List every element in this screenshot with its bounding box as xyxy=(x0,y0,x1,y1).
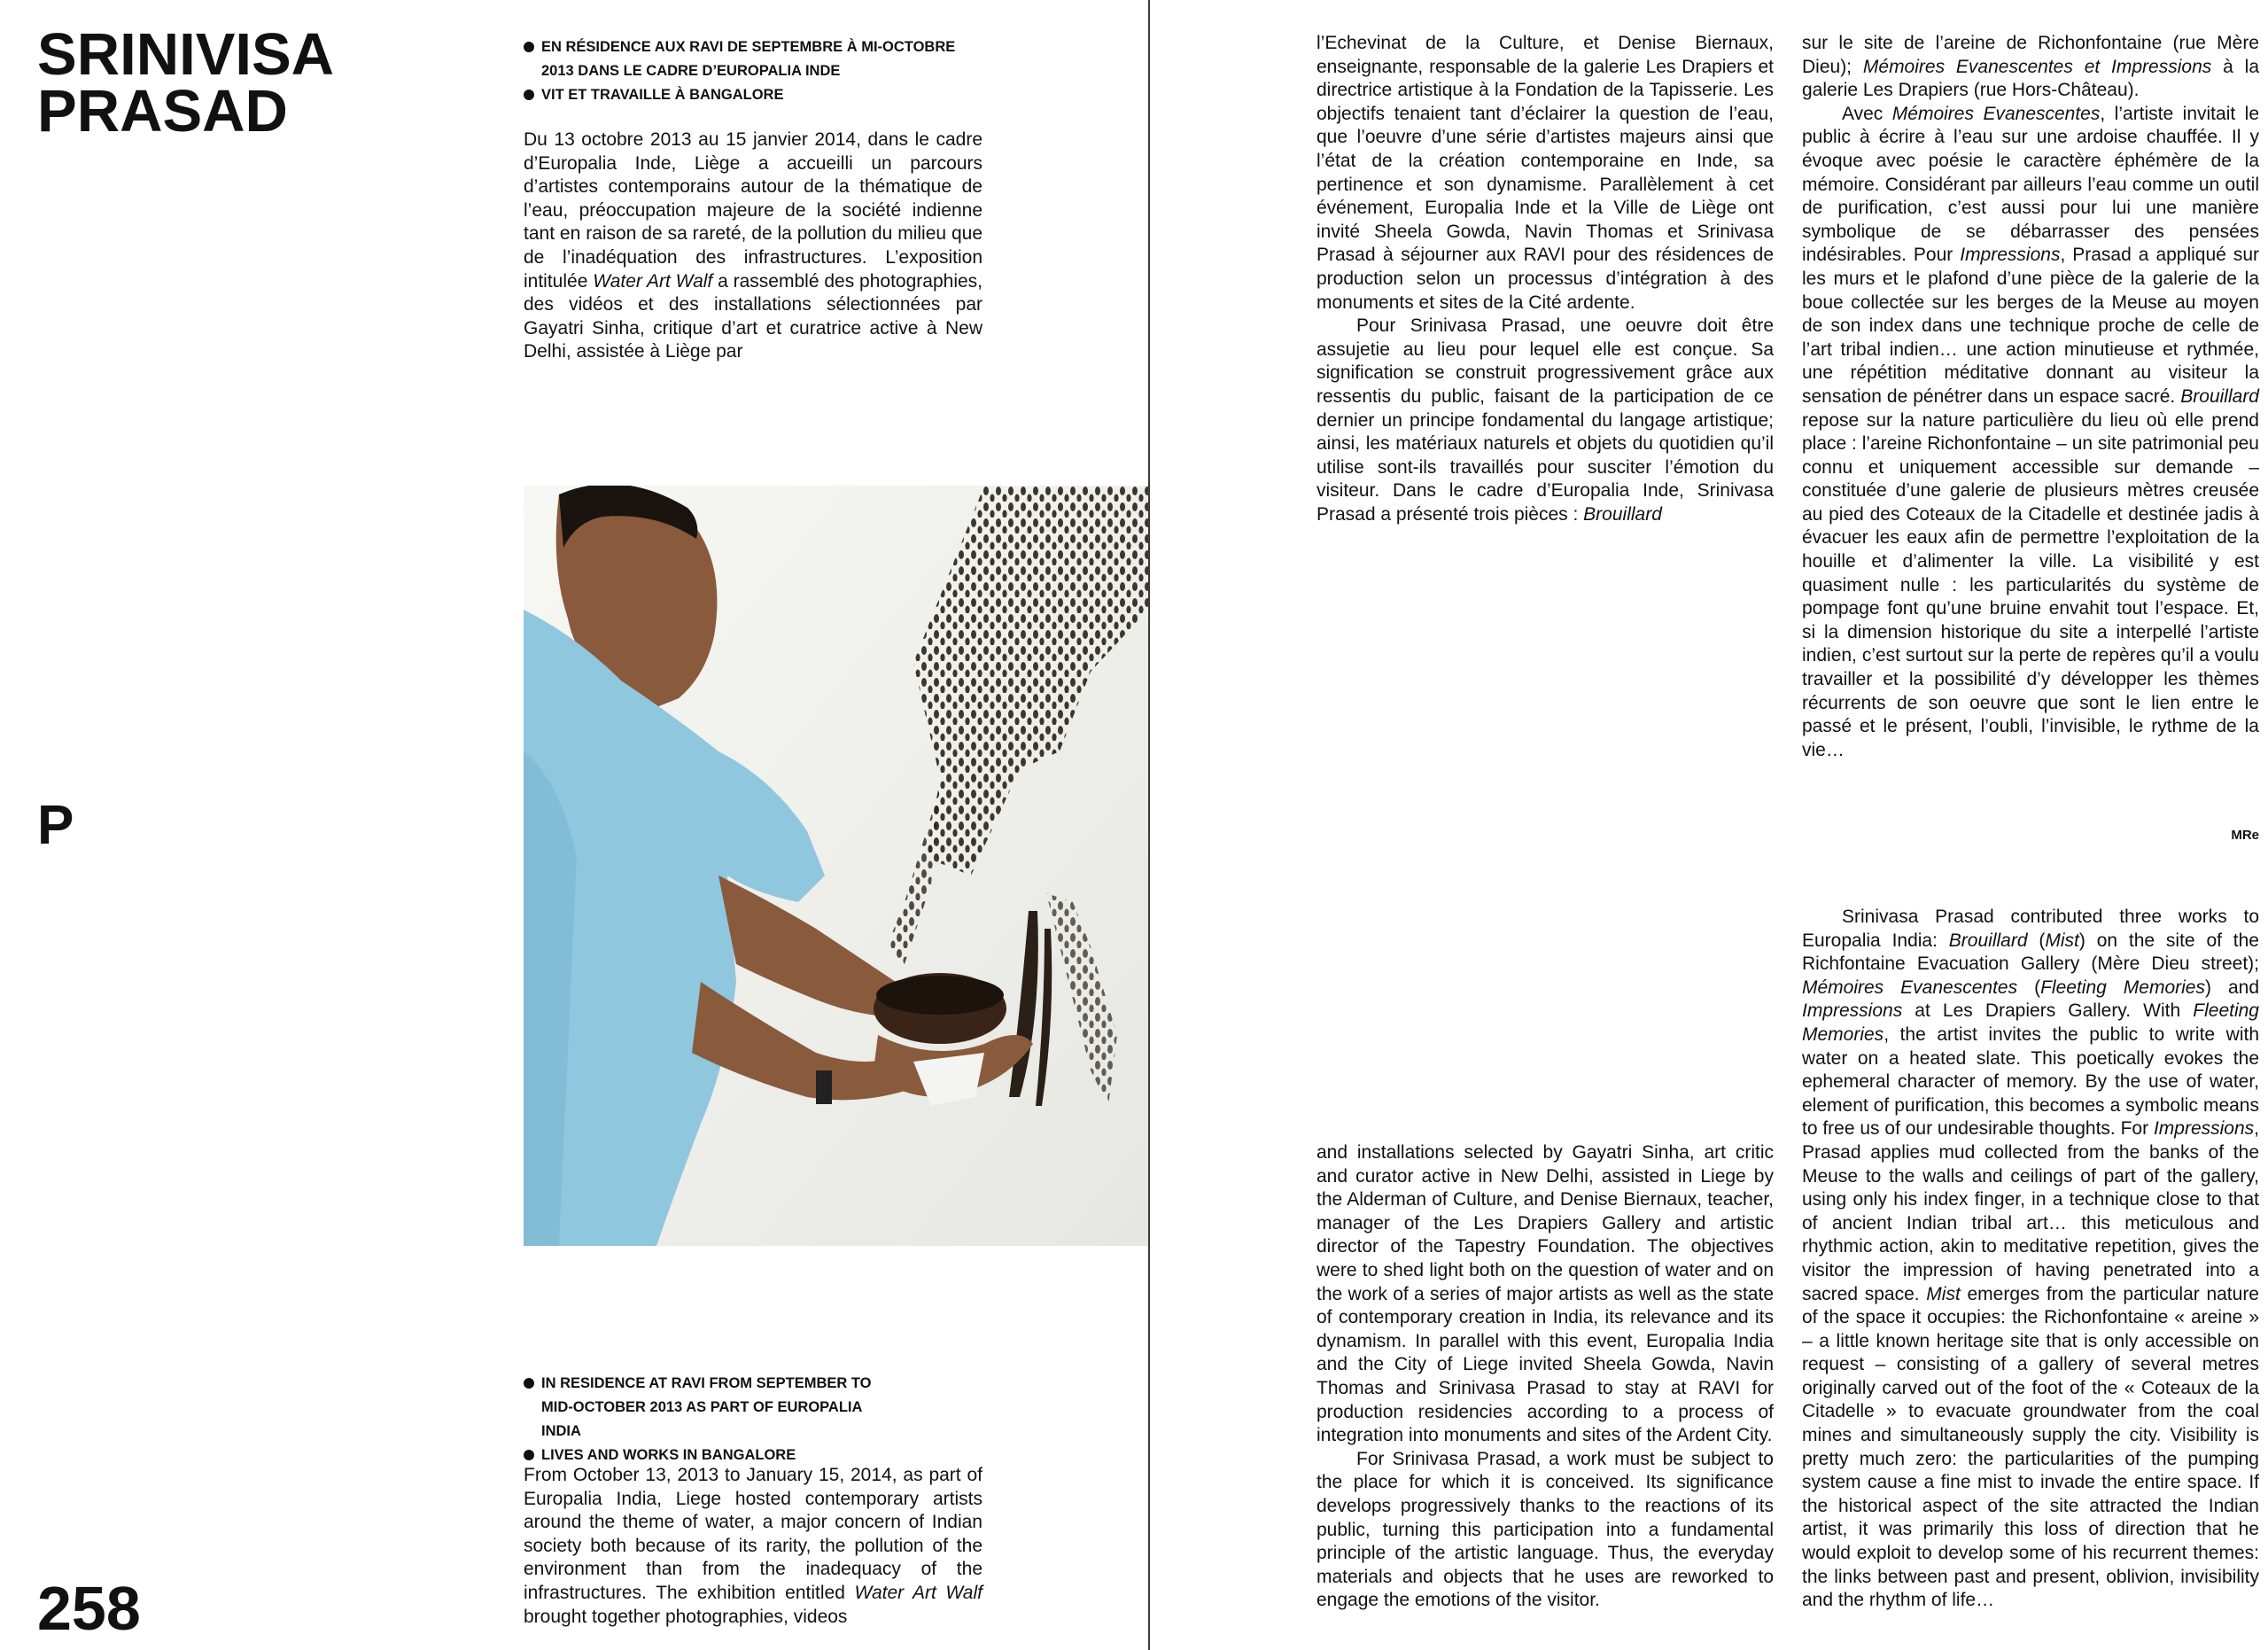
artist-painting-wall-photo xyxy=(524,486,1148,1246)
bullet-icon xyxy=(524,42,534,52)
bullet-icon xyxy=(524,90,534,100)
bio-item: VIT ET TRAVAILLE À BANGALORE xyxy=(524,83,984,107)
bio-item: EN RÉSIDENCE AUX RAVI DE SEPTEMBRE À MI-OCTOBRE 2013 DANS LE CADRE D’EUROPALIA INDE xyxy=(524,35,984,83)
bio-fr xyxy=(524,35,984,107)
bio-en xyxy=(524,1372,905,1467)
bullet-icon xyxy=(524,1378,534,1389)
artist-name xyxy=(37,21,335,144)
artist-name-line1: SRINIVISA xyxy=(37,21,335,88)
artist-photo xyxy=(524,486,1148,1246)
author-signature: MRe xyxy=(2231,828,2259,844)
artist-name-line2: PRASAD xyxy=(37,78,288,144)
bio-item: LIVES AND WORKS IN BANGALORE xyxy=(524,1444,905,1467)
spread-divider xyxy=(1148,0,1150,1650)
alphabet-letter-tab: P xyxy=(37,795,74,856)
bio-item: IN RESIDENCE AT RAVI FROM SEPTEMBER TO MID-OCTOBER 2013 AS PART OF EUROPALIA INDIA xyxy=(524,1372,905,1444)
bullet-icon xyxy=(524,1450,534,1460)
text-en-col1: From October 13, 2013 to January 15, 2014, as part of Europalia India, Liege hosted contemporary artists around the theme of water, a major concern of Indian society both because of its rarity, the pollution of the environment than from the inadequacy of the infrastructures. The exhibition entitled Water Art Walf brought together photographies, videos xyxy=(524,1465,983,1627)
text-fr-col3: sur le site de l’areine de Richonfontaine (rue Mère Dieu); Mémoires Evanescentes et Impressions à la galerie Les Drapiers (rue Hors-Château). Avec Mémoires Evanescentes, l’artiste invitait le public à écrire à l’eau sur une ardoise chauffée. Il y évoque avec poésie le caractère éphémère de la mémoire. Considérant par ailleurs l’eau comme un outil de purification, c’est aussi pour lui une manière symbolique de se débarrasser des pensées indésirables. Pour Impressions, Prasad a appliqué sur les murs et le plafond d’une pièce de la galerie de la boue collectée sur les berges de la Meuse au moyen de son index dans une technique proche de celle de l’art tribal indien… une action minutieuse et rythmée, une répétition méditative donnant au visiteur la sensation de pénétrer dans un espace sacré. Brouillard repose sur la nature particulière du lieu où elle prend place : l’areine Richonfontaine – un site patrimonial peu connu et uniquement accessible sur demande – constituée d’une galerie de plusieurs mètres creusée au pied des Coteaux de la Citadelle et destinée jadis à évacuer les eaux afin de permettre l’exploitation de la houille et d’alimenter la ville. La visibilité y est quasiment nulle : les particularités du système de pompage font qu’une bruine envahit tout l’espace. Et, si la dimension historique du site a interpellé l’artiste indien, c’est surtout sur la perte de repères qu’il a voulu travailler et la possibilité d’y développer les thèmes récurrents de son oeuvre que sont le lien entre le passé et le présent, l’oubli, l’invisible, le rythme de la vie… MRe xyxy=(1802,32,2259,848)
text-fr-col2: l’Echevinat de la Culture, et Denise Biernaux, enseignante, responsable de la galerie Les Drapiers et directrice artistique à la Fondation de la Tapisserie. Les objectifs tenaient tant d’éclairer la question de l’eau, que l’oeuvre d’une série d’artistes majeurs ainsi que l’état de la création contemporaine en Inde, sa pertinence et son dynamisme. Parallèlement à cet événement, Europalia Inde et la Ville de Liège ont invité Sheela Gowda, Navin Thomas et Srinivasa Prasad à séjourner aux RAVI pour des résidences de production selon un processus d’intégration à des monuments et sites de la Cité ardente. Pour Srinivasa Prasad, une oeuvre doit être assujetie au lieu pour lequel elle est conçue. Sa signification se construit progressivement grâce aux ressentis du public, faisant de la participation de ce dernier un principe fondamental du langage artistique; ainsi, les matériaux naturels et objets du quotidien qu’il utilise sont-ils travaillés pour susciter l’émotion du visiteur. Dans le cadre d’Europalia Inde, Srinivasa Prasad a présenté trois pièces : Brouillard xyxy=(1317,33,1774,525)
text-en-col3: Srinivasa Prasad contributed three works to Europalia India: Brouillard (Mist) on the site of the Richfontaine Evacuation Gallery (Mère Dieu street); Mémoires Evanescentes (Fleeting Memories) and Impressions at Les Drapiers Gallery. With Fleeting Memories, the artist invites the public to write with water on a heated slate. This poetically evokes the ephemeral character of memory. By the use of water, element of purification, this becomes a symbolic means to free us of our undesirable thoughts. For Impressions, Prasad applies mud collected from the banks of the Meuse to the walls and ceilings of part of the gallery, using only his index finger, in a technique close to that of ancient Indian tribal art… this meticulous and rhythmic action, akin to meditative repetition, gives the visitor the impression of having penetrated into a sacred space. Mist emerges from the particular nature of the space it occupies: the Richonfontaine « areine » – a little known heritage site that is only accessible on request – consisting of a gallery of several metres originally carved out of the foot of the « Coteaux de la Citadelle » to evacuate groundwater from the coal mines and simultaneously supply the city. Visibility is pretty much zero: the particularities of the pumping system cause a fine mist to invade the entire space. If the historical aspect of the site attracted the Indian artist, it was primarily this loss of direction that he would exploit to develop some of his recurrent themes: the links between past and present, oblivion, invisibility and the rhythm of life… xyxy=(1802,907,2260,1611)
text-en-col2: and installations selected by Gayatri Sinha, art critic and curator active in New Delhi, assisted in Liege by the Alderman of Culture, and Denise Biernaux, teacher, manager of the Les Drapiers Gallery and artistic director of the Tapestry Foundation. The objectives were to shed light both on the question of water and on the work of a series of major artists as well as the state of contemporary creation in India, its relevance and its dynamism. In parallel with this event, Europalia India and the City of Liege invited Sheela Gowda, Navin Thomas and Srinivasa Prasad to stay at RAVI for production residencies according to a process of integration into monuments and sites of the Ardent City. For Srinivasa Prasad, a work must be subject to the place for which it is conceived. Its significance develops progressively thanks to the reactions of its public, turning this participation into a fundamental principle of the artistic language. Thus, the everyday materials and objects that he uses are reworked to engage the emotions of the visitor. xyxy=(1317,1142,1774,1611)
page-number: 258 xyxy=(37,1574,141,1643)
text-fr-col1: Du 13 octobre 2013 au 15 janvier 2014, dans le cadre d’Europalia Inde, Liège a accueilli un parcours d’artistes contemporains autour de la thématique de l’eau, préoccupation majeure de la société indienne tant en raison de sa rareté, de la pollution du milieu que de l’inadéquation des infrastructures. L’exposition intitulée Water Art Walf a rassemblé des photographies, des vidéos et des installations sélectionnées par Gayatri Sinha, critique d’art et curatrice active à New Delhi, assistée à Liège par xyxy=(524,129,983,362)
